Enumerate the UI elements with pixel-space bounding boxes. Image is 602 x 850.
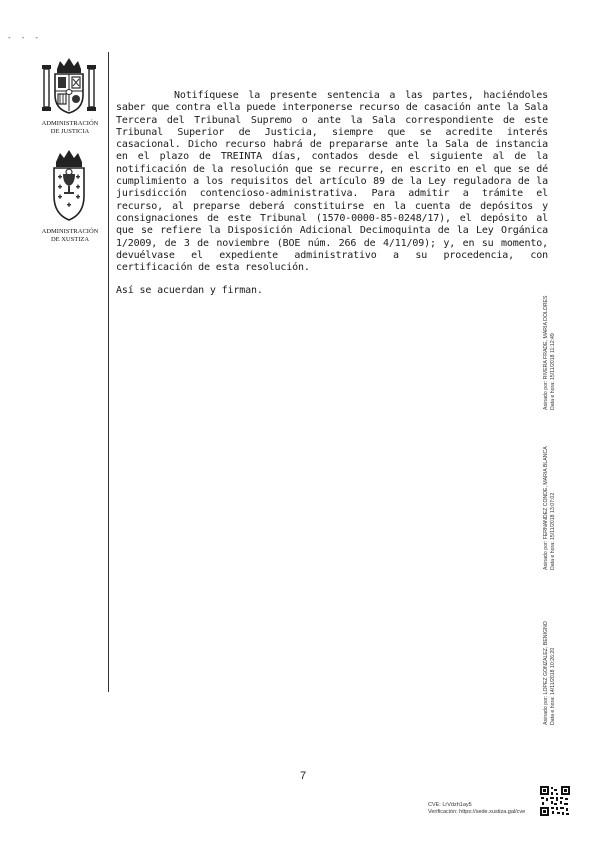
signature-signer: Asinado por: FERNANDEZ CONDE, MARIA BLANCA — [543, 446, 549, 570]
paragraph-notification: Notifíquese la presente sentencia a las partes, haciéndoles saber que contra ella puede interponerse recurso de casación ante la Sala Tercera del Tribunal Supremo o ante la Sala correspondiente de este Tribunal Superior de Justicia, siempre que se acredite interés casacional. Dicho recurso habrá de prepararse ante la Sala de instancia en el plazo de TREINTA días, contados desde el siguiente al de la notificación de la resolución que se recurre, en escrito en el que se dé cumplimiento a los requisitos del artículo 89 de la Ley reguladora de la jurisdicción contencioso-administrativa. Para admitir a trámite el recurso, al preparse deberá constituirse en la cuenta de depósitos y consignaciones de este Tribunal (1570-0000-85-0248/17), el depósito al que se refiere la Disposición Adicional Decimoquinta de la Ley Orgánica 1/2009, de 3 de noviembre (BOE núm. 266 de 4/11/09); y, en su momento, devuélvase el expediente administrativo a su procedencia, con certificación de esta resolución. — [116, 90, 548, 274]
verification-url: Verificación: https://sede.xustiza.gal/cve — [428, 809, 526, 815]
signature-signer: Asinado por: RIVERA FRADE, MARIA DOLORES — [543, 295, 549, 410]
document-body — [116, 90, 548, 298]
org-label-line: ADMINISTRACIÓN — [41, 228, 99, 235]
signature-stamp — [543, 621, 556, 725]
page-number: 7 — [300, 770, 307, 782]
signature-stamp — [543, 296, 556, 410]
signature-date: Data e hora: 15/11/2018 13:07:02 — [549, 492, 556, 570]
org-label-justicia — [30, 120, 110, 136]
org-label-line: DE JUSTICIA — [50, 128, 90, 135]
spain-coat-of-arms-icon — [40, 55, 98, 117]
galicia-coat-of-arms-icon — [40, 150, 98, 224]
signature-stamp — [543, 446, 556, 570]
signature-date: Data e hora: 14/11/2018 10:26:20 — [549, 647, 556, 725]
margin-divider — [108, 52, 109, 692]
cve-code: CVE: LrVdzh1ay5 — [428, 802, 472, 808]
org-label-line: ADMINISTRACIÓN — [41, 120, 99, 127]
signature-signer: Asinado por: LOPEZ GONZALEZ, BENIGNO — [543, 621, 549, 725]
signature-date: Data e hora: 15/11/2018 11:12:49 — [549, 333, 556, 410]
org-label-xustiza — [30, 228, 110, 244]
paragraph-closing: Así se acuerdan y firman. — [116, 285, 263, 297]
org-label-line: DE XUSTIZA — [50, 236, 90, 243]
qr-code-icon — [540, 786, 570, 816]
scan-mark: - - - — [7, 33, 42, 42]
verification-block — [428, 802, 525, 816]
